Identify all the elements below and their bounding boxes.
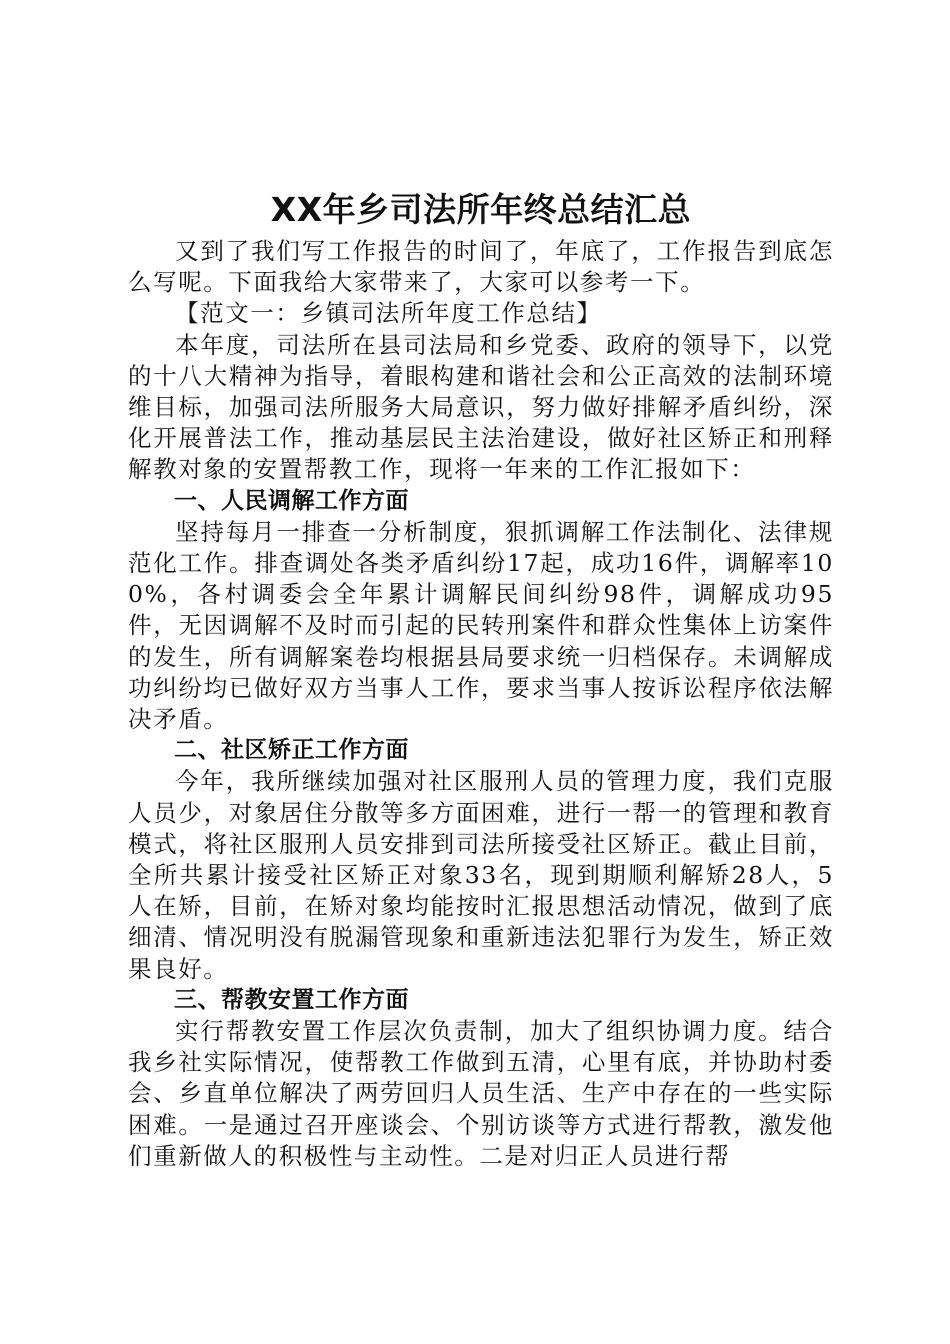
section-heading-community-correction: 二、社区矫正工作方面 xyxy=(174,737,409,764)
sample-label: 【范文一：乡镇司法所年度工作总结】 xyxy=(175,299,602,328)
section-body-resettlement: 实行帮教安置工作层次负责制，加大了组织协调力度。结合我乡社实际情况，使帮教工作做到五清，心里有底，并协助村委会、乡直单位解决了两劳回归人员生活、生产中存在的一些实际困难。一是通过召开座谈会、个别访谈等方式进行帮教，激发他们重新做人的积极性与主动性。二是对归正人员进行帮 xyxy=(128,1017,834,1170)
section-body-mediation: 坚持每月一排查一分析制度，狠抓调解工作法制化、法律规范化工作。排查调处各类矛盾纠纷17起，成功16件，调解率100%，各村调委会全年累计调解民间纠纷98件，调解成功95件，无因调解不及时而引起的民转刑案件和群众性集体上访案件的发生，所有调解案卷均根据县局要求统一归档保存。未调解成功纠纷均已做好双方当事人工作，要求当事人按诉讼程序依法解决矛盾。 xyxy=(128,517,834,734)
opening-paragraph: 本年度，司法所在县司法局和乡党委、政府的领导下，以党的十八大精神为指导，着眼构建和谐社会和公正高效的法制环境维目标，加强司法所服务大局意识，努力做好排解矛盾纠纷，深化开展普法工作，推动基层民主法治建设，做好社区矫正和刑释解教对象的安置帮教工作，现将一年来的工作汇报如下： xyxy=(128,330,834,484)
section-heading-mediation: 一、人民调解工作方面 xyxy=(174,487,409,514)
section-body-community-correction: 今年，我所继续加强对社区服刑人员的管理力度，我们克服人员少，对象居住分散等多方面困难，进行一帮一的管理和教育模式，将社区服刑人员安排到司法所接受社区矫正。截止目前，全所共累计接受社区矫正对象33名，现到期顺利解矫28人，5人在矫，目前，在矫对象均能按时汇报思想活动情况，做到了底细清、情况明没有脱漏管现象和重新违法犯罪行为发生，矫正效果良好。 xyxy=(128,767,834,983)
document-page xyxy=(128,186,834,1172)
intro-paragraph: 又到了我们写工作报告的时间了，年底了，工作报告到底怎么写呢。下面我给大家带来了，大家可以参考一下。 xyxy=(128,237,834,297)
section-heading-resettlement: 三、帮教安置工作方面 xyxy=(174,986,409,1013)
document-title: XX年乡司法所年终总结汇总 xyxy=(270,190,692,229)
